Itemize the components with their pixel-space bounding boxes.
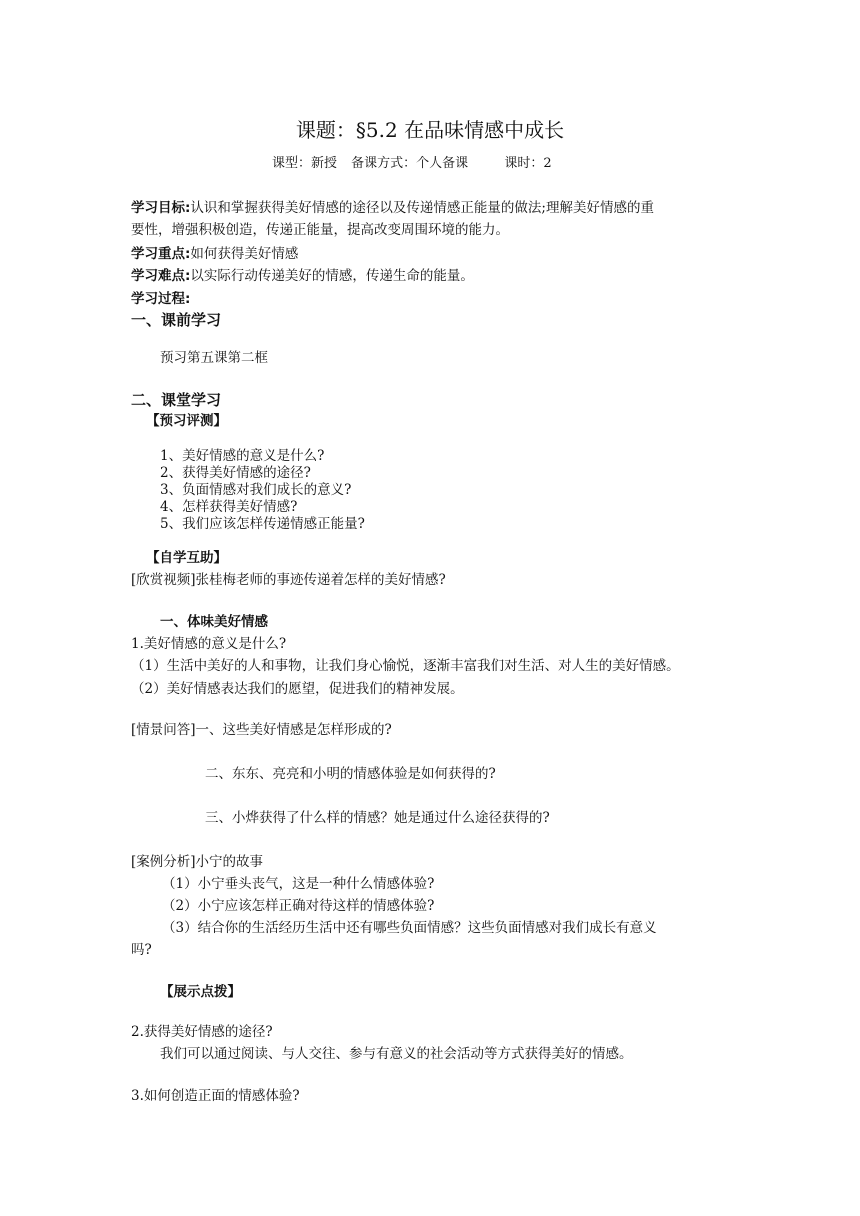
preview-q1: 1、美好情感的意义是什么?	[160, 448, 325, 464]
display-label: 【展示点拨】	[160, 984, 241, 1000]
key-point-label: 学习重点:	[131, 246, 191, 262]
preview-q3: 3、负面情感对我们成长的意义?	[160, 482, 352, 498]
objectives-label: 学习目标:	[131, 200, 191, 216]
objectives-line1	[131, 196, 654, 216]
objectives-text1: 认识和掌握获得美好情感的途径以及传递情感正能量的做法;理解美好情感的重	[190, 200, 654, 216]
preview-q4: 4、怎样获得美好情感?	[160, 499, 298, 515]
section1-text: 预习第五课第二框	[160, 350, 268, 366]
sub1-heading: 一、体味美好情感	[160, 614, 268, 630]
case-q1: （1）小宁垂头丧气，这是一种什么情感体验?	[162, 876, 435, 892]
preview-q2: 2、获得美好情感的途径?	[160, 465, 311, 481]
q2-answer: 我们可以通过阅读、与人交往、参与有意义的社会活动等方式获得美好的情感。	[160, 1046, 633, 1062]
difficulty	[131, 264, 474, 284]
section1-heading: 一、课前学习	[131, 311, 222, 329]
q2: 2.获得美好情感的途径?	[131, 1024, 273, 1040]
difficulty-text: 以实际行动传递美好的情感，传递生命的能量。	[190, 268, 474, 284]
scene-q2: 二、东东、亮亮和小明的情感体验是如何获得的?	[205, 766, 496, 782]
scene-q3: 三、小烨获得了什么样的情感？她是通过什么途径获得的?	[205, 810, 550, 826]
scene-q1: [情景问答]一、这些美好情感是怎样形成的?	[131, 722, 392, 738]
key-point	[131, 242, 298, 262]
lesson-meta	[272, 152, 562, 171]
case-title: [案例分析]小宁的故事	[131, 854, 264, 870]
process-label: 学习过程:	[131, 291, 191, 307]
case-q3-line1: （3）结合你的生活经历生活中还有哪些负面情感？这些负面情感对我们成长有意义	[162, 920, 657, 936]
q1-answer2: （2）美好情感表达我们的愿望，促进我们的精神发展。	[131, 681, 464, 697]
preview-q5: 5、我们应该怎样传递情感正能量?	[160, 516, 365, 532]
q1-answer1: （1）生活中美好的人和事物，让我们身心愉悦，逐渐丰富我们对生活、对人生的美好情感。	[131, 658, 680, 674]
selfstudy-label: 【自学互助】	[146, 550, 227, 566]
key-point-text: 如何获得美好情感	[190, 246, 299, 262]
prep-method: 备课方式：个人备课	[351, 156, 469, 171]
lesson-hours: 课时：2	[504, 156, 552, 171]
preview-label: 【预习评测】	[146, 413, 227, 429]
case-q2: （2）小宁应该怎样正确对待这样的情感体验?	[162, 898, 435, 914]
section2-heading: 二、课堂学习	[131, 391, 222, 409]
objectives-line2: 要性，增强积极创造，传递正能量，提高改变周围环境的能力。	[131, 222, 509, 238]
q1: 1.美好情感的意义是什么?	[131, 636, 287, 652]
video-line: [欣赏视频]张桂梅老师的事迹传递着怎样的美好情感?	[131, 572, 446, 588]
lesson-type: 课型：新授	[272, 156, 338, 171]
difficulty-label: 学习难点:	[131, 268, 191, 284]
page-title: 课题：§5.2 在品味情感中成长	[295, 118, 565, 142]
case-q3-line2: 吗?	[131, 942, 152, 958]
q3: 3.如何创造正面的情感体验?	[131, 1088, 300, 1104]
